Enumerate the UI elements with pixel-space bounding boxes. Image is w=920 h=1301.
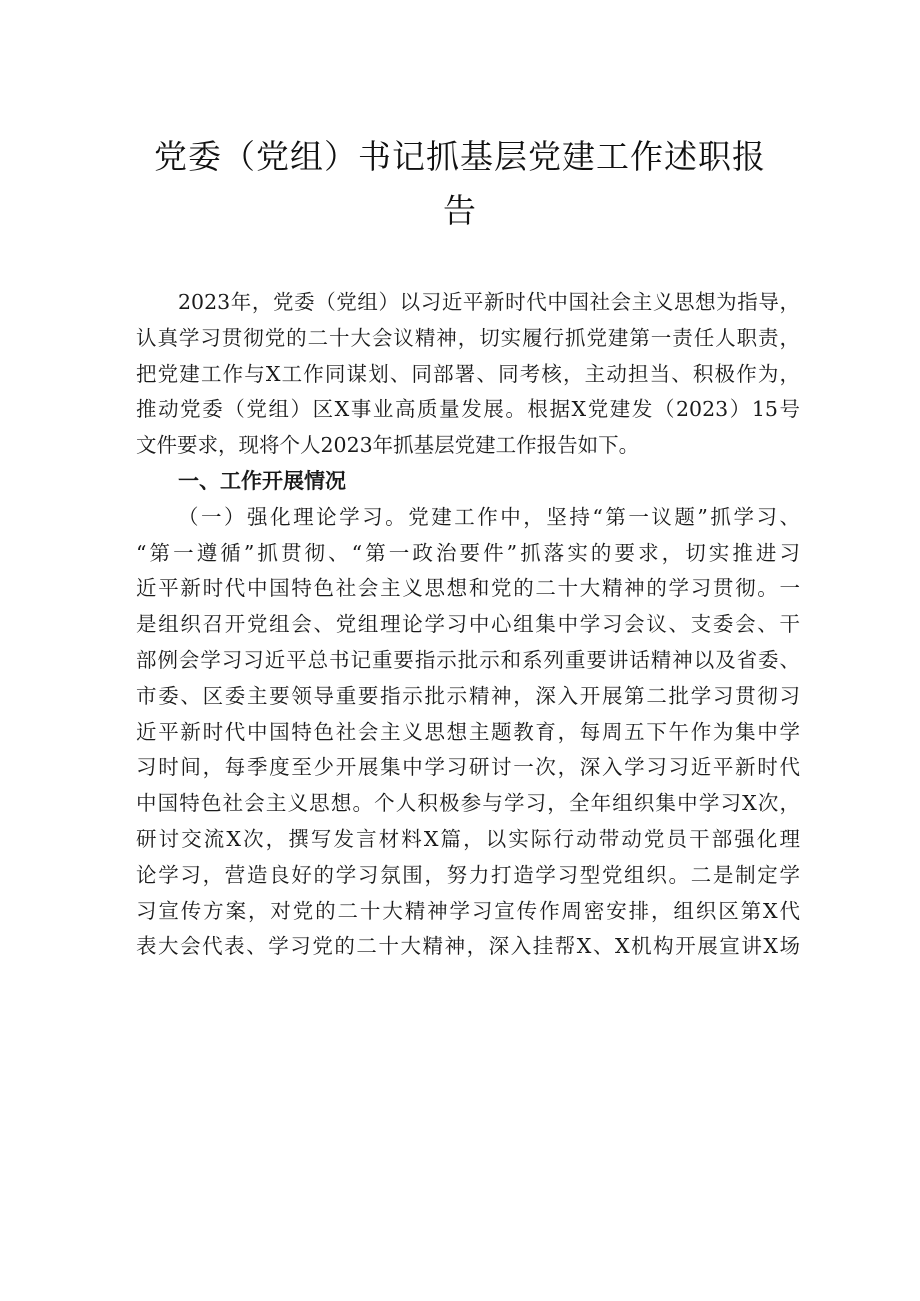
section-line-1: （一）强化理论学习。党建工作中，坚持“第一议题”抓学习、 xyxy=(178,504,800,529)
title-line-2: 告 xyxy=(443,191,477,230)
document-title xyxy=(120,130,800,238)
section-line-2: “第一遵循”抓贯彻、“第一政治要件”抓落实的要求，切实推进习 xyxy=(136,540,800,565)
intro-line-4: 推动党委（党组）区X事业高质量发展。根据X党建发（2023）15号 xyxy=(136,397,800,422)
section-line-8: 习时间，每季度至少开展集中学习研讨一次，深入学习习近平新时代 xyxy=(136,755,800,780)
section-line-5: 部例会学习习近平总书记重要指示批示和系列重要讲话精神以及省委、 xyxy=(136,647,800,672)
section-line-13: 表大会代表、学习党的二十大精神，深入挂帮X、X机构开展宣讲X场 xyxy=(136,934,800,959)
section-line-7: 近平新时代中国特色社会主义思想主题教育，每周五下午作为集中学 xyxy=(136,719,800,744)
section-line-10: 研讨交流X次，撰写发言材料X篇，以实际行动带动党员干部强化理 xyxy=(136,826,800,851)
section-heading: 一、工作开展情况 xyxy=(178,468,346,493)
section-paragraph xyxy=(136,500,800,965)
intro-line-3: 把党建工作与X工作同谋划、同部署、同考核，主动担当、积极作为， xyxy=(136,361,800,386)
section-line-6: 市委、区委主要领导重要指示批示精神，深入开展第二批学习贯彻习 xyxy=(136,683,800,708)
intro-paragraph xyxy=(136,285,800,464)
intro-line-1: 2023年，党委（党组）以习近平新时代中国社会主义思想为指导， xyxy=(178,290,800,314)
section-line-12: 习宣传方案，对党的二十大精神学习宣传作周密安排，组织区第X代 xyxy=(136,898,800,923)
intro-line-2: 认真学习贯彻党的二十大会议精神，切实履行抓党建第一责任人职责， xyxy=(136,325,800,350)
section-line-4: 是组织召开党组会、党组理论学习中心组集中学习会议、支委会、干 xyxy=(136,612,800,637)
intro-line-5: 文件要求，现将个人2023年抓基层党建工作报告如下。 xyxy=(136,433,640,458)
section-line-9: 中国特色社会主义思想。个人积极参与学习，全年组织集中学习X次， xyxy=(136,791,800,816)
document-body xyxy=(136,285,800,965)
section-line-3: 近平新时代中国特色社会主义思想和党的二十大精神的学习贯彻。一 xyxy=(136,576,800,601)
title-line-1: 党委（党组）书记抓基层党建工作述职报 xyxy=(154,137,766,176)
section-line-11: 论学习，营造良好的学习氛围，努力打造学习型党组织。二是制定学 xyxy=(136,862,800,887)
